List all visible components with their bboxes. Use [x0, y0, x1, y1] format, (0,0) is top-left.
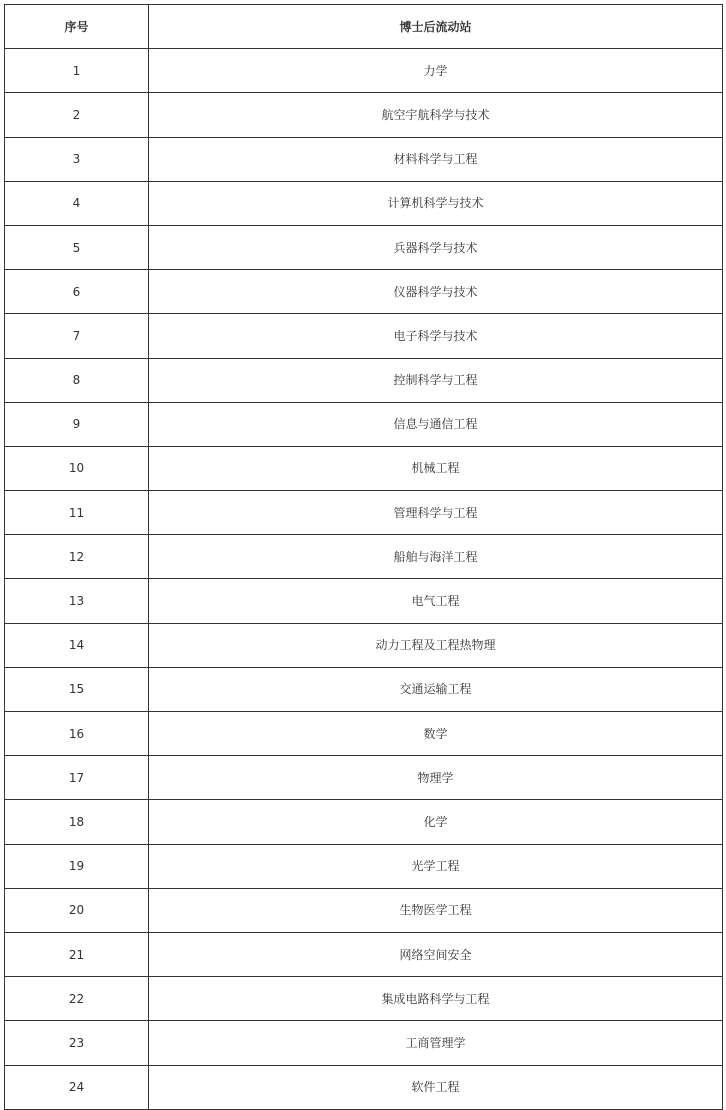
- row-index-cell: 7: [5, 314, 149, 358]
- header-station: 博士后流动站: [149, 5, 723, 49]
- table-row: [5, 137, 723, 181]
- table-row: [5, 49, 723, 93]
- row-station-cell: 交通运输工程: [149, 667, 723, 711]
- header-index: 序号: [5, 5, 149, 49]
- table-row: [5, 270, 723, 314]
- row-station-cell: 材料科学与工程: [149, 137, 723, 181]
- row-station-cell: 管理科学与工程: [149, 491, 723, 535]
- table-row: [5, 1065, 723, 1109]
- table-row: [5, 93, 723, 137]
- postdoc-station-table-container: [4, 4, 722, 1110]
- table-row: [5, 225, 723, 269]
- table-row: [5, 800, 723, 844]
- table-row: [5, 977, 723, 1021]
- table-row: [5, 888, 723, 932]
- row-station-cell: 动力工程及工程热物理: [149, 623, 723, 667]
- row-station-cell: 网络空间安全: [149, 932, 723, 976]
- table-row: [5, 314, 723, 358]
- row-index-cell: 24: [5, 1065, 149, 1109]
- row-index-cell: 3: [5, 137, 149, 181]
- row-index-cell: 1: [5, 49, 149, 93]
- row-index-cell: 4: [5, 181, 149, 225]
- table-row: [5, 712, 723, 756]
- row-station-cell: 电子科学与技术: [149, 314, 723, 358]
- table-row: [5, 756, 723, 800]
- postdoc-station-table: [4, 4, 723, 1110]
- row-station-cell: 工商管理学: [149, 1021, 723, 1065]
- row-station-cell: 船舶与海洋工程: [149, 535, 723, 579]
- row-station-cell: 航空宇航科学与技术: [149, 93, 723, 137]
- row-station-cell: 兵器科学与技术: [149, 225, 723, 269]
- row-station-cell: 数学: [149, 712, 723, 756]
- row-index-cell: 22: [5, 977, 149, 1021]
- row-index-cell: 21: [5, 932, 149, 976]
- table-row: [5, 844, 723, 888]
- row-index-cell: 9: [5, 402, 149, 446]
- table-row: [5, 358, 723, 402]
- row-index-cell: 2: [5, 93, 149, 137]
- row-index-cell: 13: [5, 579, 149, 623]
- row-station-cell: 控制科学与工程: [149, 358, 723, 402]
- row-station-cell: 集成电路科学与工程: [149, 977, 723, 1021]
- row-index-cell: 10: [5, 446, 149, 490]
- row-station-cell: 光学工程: [149, 844, 723, 888]
- row-index-cell: 5: [5, 225, 149, 269]
- row-index-cell: 20: [5, 888, 149, 932]
- row-index-cell: 8: [5, 358, 149, 402]
- table-row: [5, 402, 723, 446]
- table-row: [5, 623, 723, 667]
- table-row: [5, 932, 723, 976]
- table-row: [5, 491, 723, 535]
- row-index-cell: 15: [5, 667, 149, 711]
- table-body: [5, 49, 723, 1110]
- row-station-cell: 仪器科学与技术: [149, 270, 723, 314]
- row-index-cell: 16: [5, 712, 149, 756]
- row-index-cell: 19: [5, 844, 149, 888]
- row-index-cell: 14: [5, 623, 149, 667]
- row-index-cell: 6: [5, 270, 149, 314]
- table-row: [5, 579, 723, 623]
- table-row: [5, 535, 723, 579]
- table-header: [5, 5, 723, 49]
- table-row: [5, 667, 723, 711]
- row-station-cell: 软件工程: [149, 1065, 723, 1109]
- row-station-cell: 化学: [149, 800, 723, 844]
- table-row: [5, 446, 723, 490]
- row-index-cell: 11: [5, 491, 149, 535]
- row-station-cell: 生物医学工程: [149, 888, 723, 932]
- table-row: [5, 1021, 723, 1065]
- row-index-cell: 17: [5, 756, 149, 800]
- row-index-cell: 12: [5, 535, 149, 579]
- row-station-cell: 计算机科学与技术: [149, 181, 723, 225]
- row-station-cell: 力学: [149, 49, 723, 93]
- row-index-cell: 23: [5, 1021, 149, 1065]
- header-row: [5, 5, 723, 49]
- table-row: [5, 181, 723, 225]
- row-station-cell: 物理学: [149, 756, 723, 800]
- row-index-cell: 18: [5, 800, 149, 844]
- row-station-cell: 机械工程: [149, 446, 723, 490]
- row-station-cell: 信息与通信工程: [149, 402, 723, 446]
- row-station-cell: 电气工程: [149, 579, 723, 623]
